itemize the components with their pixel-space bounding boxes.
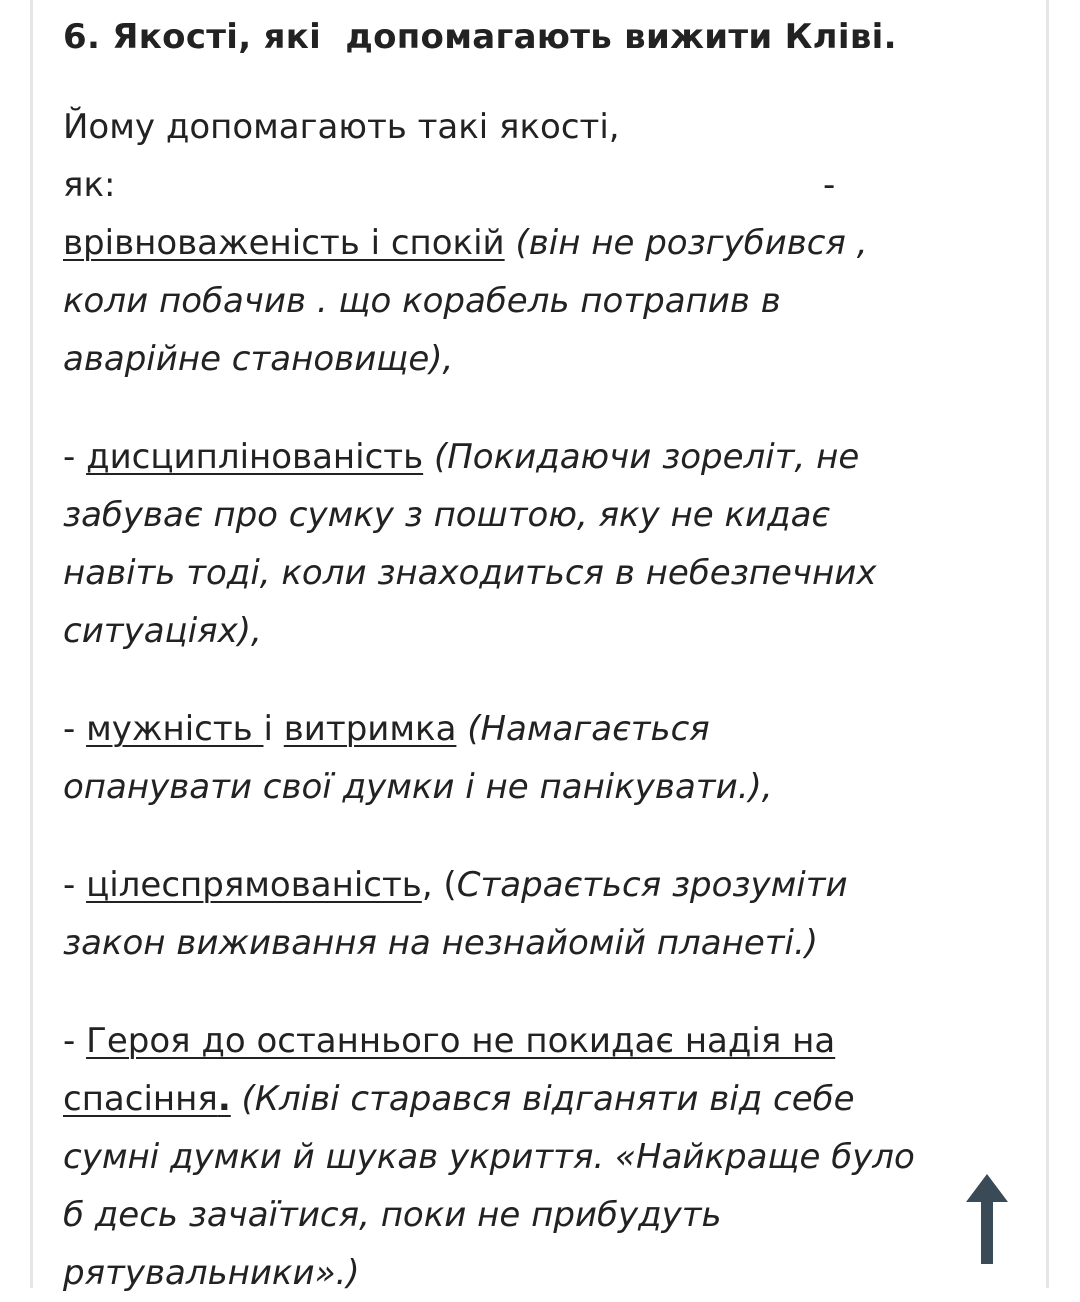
quality-line [63,214,1023,272]
quality-explanation: коли побачив . що корабель потрапив в [63,281,781,321]
quality-line [63,602,1023,660]
quality-line [63,486,1023,544]
quality-explanation: б десь зачаїтися, поки не прибудуть [63,1195,722,1235]
quality-name: . [217,1079,231,1119]
quality-text: - [63,437,87,477]
quality-text: , ( [421,865,457,905]
quality-item [63,428,1023,660]
page-left-border [30,0,33,1288]
page-right-border [1046,0,1049,1288]
quality-explanation: (Кліві старався відганяти від себе [230,1079,855,1119]
answer-content [63,8,1023,1302]
paragraph-gap [63,972,1023,1012]
quality-item [63,1012,1023,1302]
quality-text: - [63,1021,87,1061]
intro-line: Йому допомагають такі якості, [63,107,620,147]
quality-explanation: ситуаціях), [63,611,262,651]
quality-text: - [63,709,87,749]
quality-item [63,700,1023,816]
quality-text: і [263,709,284,749]
quality-line [63,544,1023,602]
qualities-list [63,214,1023,1302]
quality-line [63,1012,1023,1070]
quality-explanation: Старається зрозуміти [456,865,848,905]
quality-line [63,914,1023,972]
intro-dash: - [823,165,836,205]
quality-explanation: (Намагається [456,709,710,749]
quality-line [63,856,1023,914]
quality-line [63,758,1023,816]
intro-paragraph [63,98,1023,214]
quality-line [63,1128,1023,1186]
quality-explanation: опанувати свої думки і не панікувати.), [63,767,773,807]
quality-name: цілеспрямованість [86,865,422,905]
quality-line [63,330,1023,388]
quality-name: витримка [283,709,457,749]
quality-text: - [63,865,87,905]
quality-line [63,700,1023,758]
section-heading: 6. Якості, які допомагають вижити Кліві. [63,17,897,57]
intro-word: як: [63,165,116,205]
intro-line [63,156,1023,214]
quality-explanation: рятувальники».) [63,1253,360,1293]
scroll-to-top-icon[interactable] [962,1172,1012,1266]
paragraph-gap [63,388,1023,428]
quality-line [63,1244,1023,1302]
quality-name: Героя до останнього не покидає надія на [86,1021,836,1061]
quality-name: спасіння [63,1079,218,1119]
quality-name: мужність [86,709,264,749]
quality-explanation: аварійне становище), [63,339,454,379]
paragraph-gap [63,816,1023,856]
quality-line [63,1186,1023,1244]
quality-explanation: закон виживання на незнайомій планеті.) [63,923,819,963]
quality-item [63,856,1023,972]
quality-name: дисциплінованість [86,437,424,477]
quality-explanation: забуває про сумку з поштою, яку не кидає [63,495,831,535]
quality-line [63,428,1023,486]
quality-explanation: (він не розгубився , [504,223,868,263]
quality-line [63,272,1023,330]
quality-explanation: сумні думки й шукав укриття. «Найкраще було [63,1137,915,1177]
quality-explanation: (Покидаючи зореліт, не [423,437,860,477]
quality-name: врівноваженість і спокій [63,223,505,263]
quality-explanation: навіть тоді, коли знаходиться в небезпечних [63,553,877,593]
quality-item [63,214,1023,388]
quality-line [63,1070,1023,1128]
paragraph-gap [63,660,1023,700]
